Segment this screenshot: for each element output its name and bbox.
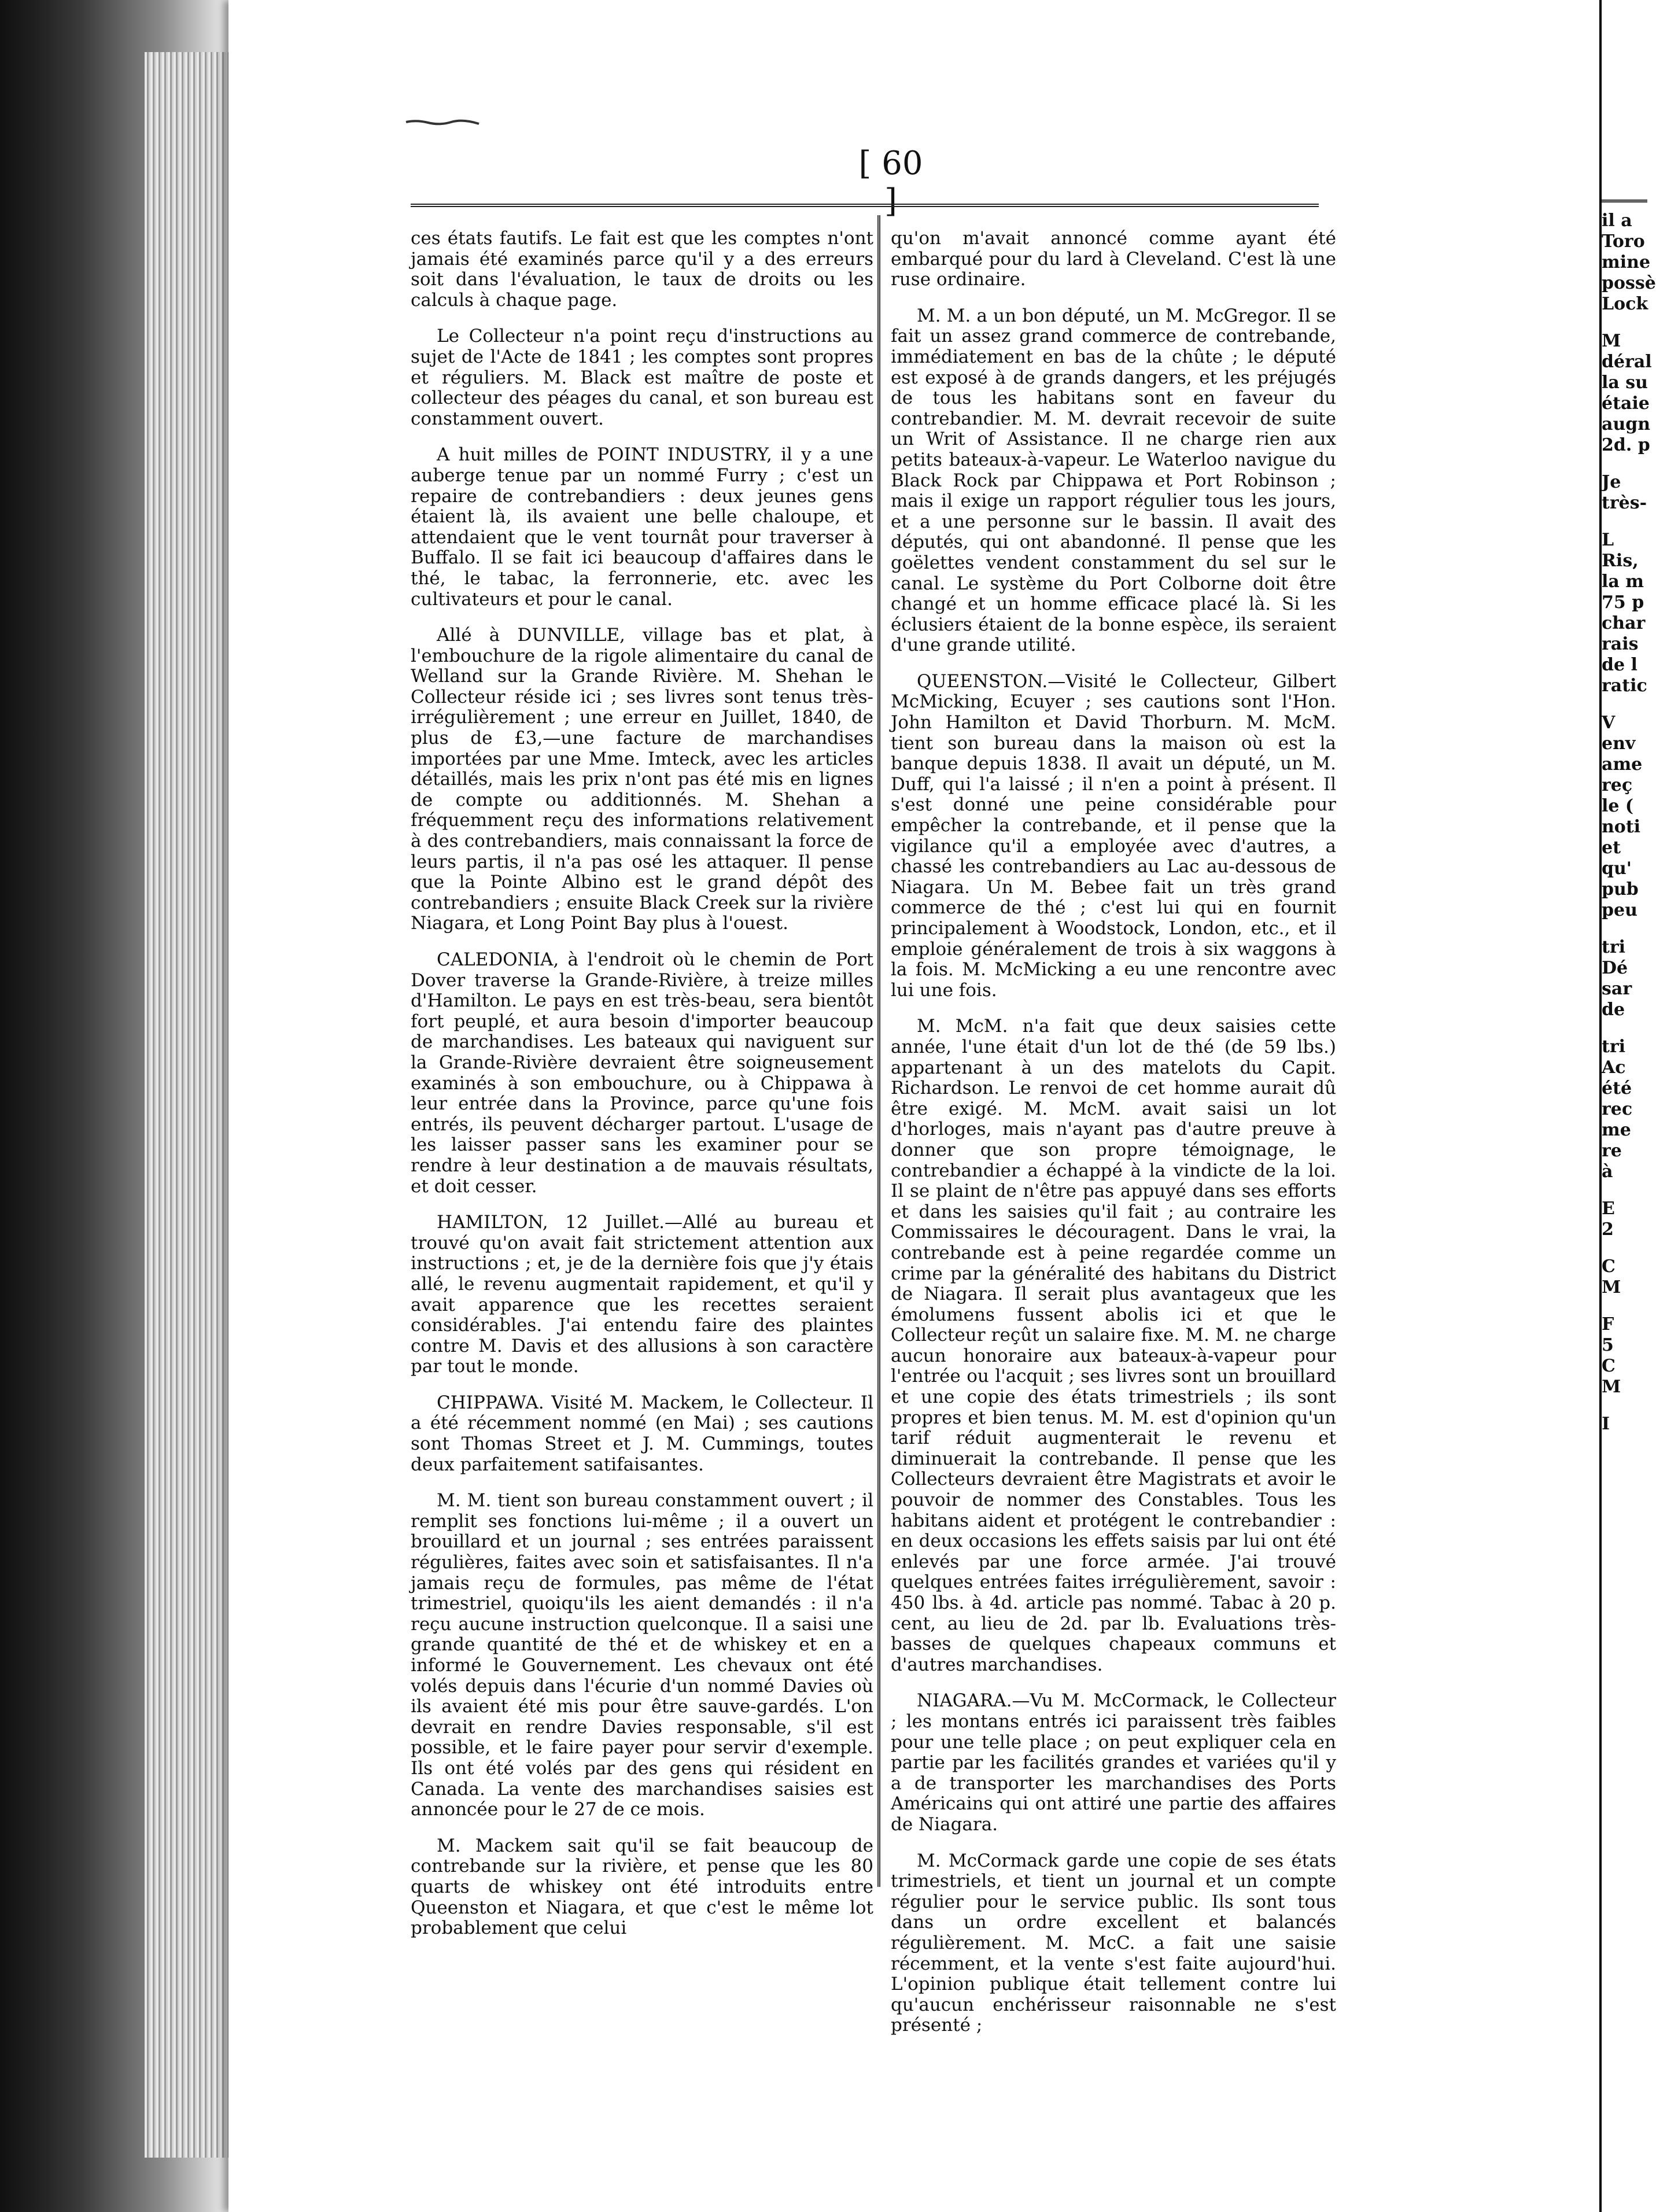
fragment-line: tri [1602, 937, 1626, 957]
fragment-line: 2 [1602, 1219, 1614, 1240]
fragment-line [1602, 1298, 1647, 1314]
fragment-line: très- [1602, 493, 1647, 513]
fragment-line [1602, 1240, 1647, 1256]
fragment-line: noti [1602, 817, 1641, 837]
fragment-line: char [1602, 613, 1646, 633]
fragment-line [1602, 514, 1647, 530]
fragment-line: M [1602, 1377, 1621, 1397]
fragment-line: ratic [1602, 676, 1647, 696]
paragraph: CHIPPAWA. Visité M. Mackem, le Collecteur. Il a été récemment nommé (en Mai) ; ses cautions sont Thomas Street et J. M. Cummings, toutes deux parfaitement satifaisantes. [411, 1392, 873, 1475]
fragment-line [1602, 456, 1647, 472]
fragment-line: 5 [1602, 1335, 1614, 1355]
paragraph: M. M. tient son bureau constamment ouvert ; il remplit ses fonctions lui-même ; il a ouvert un brouillard et un journal ; ses entrées paraissent régulières, faites avec soin et satisfaisantes. Il n'a jamais reçu de formules, pas même de l'état trimestriel, quoiqu'ils les aient demandés : il n'a reçu aucune instruction quelconque. Il a saisi une grande quantité de thé et de whiskey et en a informé le Gouvernement. Les chevaux ont été volés depuis dans l'écurie d'un nommé Davies où ils avaient été mis pour être sauve-gardés. L'on devrait en rendre Davies responsable, s'il est possible, et le faire payer pour servir d'exemple. Ils ont été volés par des gens qui résident en Canada. La vente des marchandises saisies est annoncée pour le 27 de ce mois. [411, 1490, 873, 1820]
fragment-line: mine [1602, 252, 1651, 272]
fragment-line: la m [1602, 572, 1644, 592]
paragraph: QUEENSTON.—Visité le Collecteur, Gilbert McMicking, Ecuyer ; ses cautions sont l'Hon. John Hamilton et David Thorburn. M. McM. tient son bureau dans la maison où est la banque depuis 1838. Il avait un député, un M. Duff, qui l'a laissé ; il n'en a point à présent. Il s'est donné une peine considérable pour empêcher la contrebande, et il pense que la vigilance qu'il a employée avec d'autres, a chassé les contrebandiers au Lac au-dessous de Niagara. Un M. Bebee fait un très grand commerce de thé ; c'est lui qui en fournit principalement à Woodstock, London, etc., et il emploie généralement de trois à six waggons à la fois. M. McMicking a eu une rencontre avec lui une fois. [891, 670, 1336, 1001]
paragraph: CALEDONIA, à l'endroit où le chemin de Port Dover traverse la Grande-Rivière, à treize milles d'Hamilton. Le pays en est très-beau, sera bientôt fort peuplé, et aura besoin d'importer beaucoup de marchandises. Les bateaux qui naviguent sur la Grande-Rivière devraient être soigneusement examinés à son embouchure, ou à Chippawa à leur entrée dans la Province, parce qu'une fois entrés, ils peuvent décharger partout. L'usage de les laisser passer sans les examiner pour se rendre à leur destination a de mauvais résultats, et doit cesser. [411, 949, 873, 1197]
fragment-line: Toro [1602, 231, 1645, 252]
column-divider [877, 215, 880, 1887]
fragment-line: tri [1602, 1037, 1626, 1057]
page-edges [145, 52, 231, 2158]
paragraph: qu'on m'avait annoncé comme ayant été embarqué pour du lard à Cleveland. C'est là une ruse ordinaire. [891, 228, 1336, 290]
fragment-line: et [1602, 838, 1621, 858]
fragment-line: étaie [1602, 393, 1650, 414]
fragment-line: ame [1602, 754, 1643, 775]
right-column [891, 228, 1336, 2052]
fragment-line: Je [1602, 472, 1621, 492]
fragment-line: Ac [1602, 1057, 1626, 1078]
fragment-line: de l [1602, 655, 1637, 675]
paragraph: HAMILTON, 12 Juillet.—Allé au bureau et trouvé qu'on avait fait strictement attention aux instructions ; et, je de la dernière fois que j'y étais allé, le revenu augmentait rapidement, et qu'il y avait apparence que les recettes seraient considérables. J'ai entendu faire des plaintes contre M. Davis et des allusions à son caractère par tout le monde. [411, 1212, 873, 1377]
fragment-line: C [1602, 1356, 1616, 1376]
paragraph: Allé à DUNVILLE, village bas et plat, à l'embouchure de la rigole alimentaire du canal de Welland sur la Grande Rivière. M. Shehan le Collecteur réside ici ; ses livres sont tenus très-irrégulièrement ; une erreur en Juillet, 1840, de plus de £3,—une facture de marchandises importées par une Mme. Imteck, avec les articles détaillés, mais les prix n'ont pas été mis en lignes de compte ou additionnés. M. Shehan a fréquemment reçu des informations relativement à des contrebandiers, mais connaissant la force de leurs partis, il n'a pas osé les attaquer. Il pense que la Pointe Albino est le grand dépôt des contrebandiers ; ensuite Black Creek sur la rivière Niagara, et Long Point Bay plus à l'ouest. [411, 625, 873, 934]
paragraph: M. McM. n'a fait que deux saisies cette année, l'une était d'un lot de thé (de 59 lbs.) appartenant à un des matelots du Capit. Richardson. Le renvoi de cet homme aurait dû être exigé. M. McM. avait saisi un lot d'horloges, mais n'ayant pas d'autre preuve à donner que son propre témoignage, le contrebandier a échappé à la vindicte de la loi. Il se plaint de n'être pas appuyé dans ses efforts et dans les saisies qu'il fait ; au contraire les Commissaires le découragent. Dans le vrai, la contrebande est à peine regardée comme un crime par la généralité des habitans du District de Niagara. Il serait plus avantageux que les émolumens fussent abolis ici et que le Collecteur reçût un salaire fixe. M. M. ne charge aucun honoraire aux bateaux-à-vapeur pour l'entrée ou l'acquit ; ses livres sont un brouillard et une copie des états trimestriels ; ils sont propres et bien tenus. M. M. est d'opinion qu'un tarif réduit augmenterait le revenu et diminuerait la contrebande. Il pense que les Collecteurs devraient être Magistrats et avoir le pouvoir de nommer des Constables. Tous les habitans aident et protégent le contrebandier : en deux occasions les effets saisis par lui ont été enlevés par une force armée. J'ai trouvé quelques entrées faites irrégulièrement, savoir : 450 lbs. à 4d. article pas nommé. Tabac à 20 p. cent, au lieu de 2d. par lb. Evaluations très-basses de quelques chapeaux communs et d'autres marchandises. [891, 1016, 1336, 1675]
fragment-line: I [1602, 1414, 1610, 1434]
fragment-line: L [1602, 530, 1614, 550]
fragment-line: re [1602, 1141, 1622, 1161]
paragraph: ces états fautifs. Le fait est que les comptes n'ont jamais été examinés parce qu'il y a des erreurs soit dans l'évaluation, le taux de droits ou les calculs à chaque page. [411, 228, 873, 311]
paragraph: M. McCormack garde une copie de ses états trimestriels, et tient un journal et un compte régulier pour le service public. Ils sont tous dans un ordre excellent et balancés régulièrement. M. McC. a fait une saisie récemment, et la vente s'est faite aujourd'hui. L'opinion publique était tellement contre lui qu'aucun enchérisseur raisonnable ne s'est présenté ; [891, 1850, 1336, 2036]
paragraph: M. M. a un bon député, un M. McGregor. Il se fait un assez grand commerce de contrebande, immédiatement en bas de la chûte ; le député est exposé à de grands dangers, et les préjugés de tous les habitans sont en faveur du contrebandier. M. M. devrait recevoir de suite un Writ of Assistance. Il ne charge rien aux petits bateaux-à-vapeur. Le Waterloo navigue du Black Rock par Chippawa et Port Robinson ; mais il exige un rapport régulier tous les jours, et a une personne sur le bassin. Il avait des députés, qui ont abandonné. Il pense que les goëlettes vendent constamment du sel sur le canal. Le système du Port Colborne doit être changé et un homme efficace placé là. Si les éclusiers étaient de la bonne espèce, ils seraient d'une grande utilité. [891, 305, 1336, 656]
fragment-line: Dé [1602, 958, 1628, 978]
fragment-line [1602, 1020, 1647, 1037]
fragment-line: à [1602, 1162, 1613, 1182]
fragment-line: pub [1602, 879, 1639, 899]
left-column [411, 228, 873, 1955]
fragment-line [1602, 696, 1647, 713]
fragment-line: il a [1602, 211, 1632, 231]
fragment-rule [1602, 200, 1647, 202]
fragment-line: V [1602, 713, 1616, 733]
fragment-line: augn [1602, 414, 1651, 434]
paragraph: Le Collecteur n'a point reçu d'instructions au sujet de l'Acte de 1841 ; les comptes sont propres et réguliers. M. Black est maître de poste et collecteur des péages du canal, et son bureau est constamment ouvert. [411, 326, 873, 429]
fragment-line [1602, 315, 1647, 331]
ink-smudge [405, 119, 480, 127]
fragment-line: 75 p [1602, 592, 1644, 613]
fragment-line: possè [1602, 273, 1656, 293]
fragment-line: rec [1602, 1099, 1633, 1119]
fragment-line: déral [1602, 352, 1652, 372]
fragment-lines [1602, 211, 1656, 1435]
fragment-line: rais [1602, 634, 1639, 654]
fragment-line [1602, 921, 1647, 937]
fragment-line: F [1602, 1314, 1614, 1334]
header-rule [411, 204, 1319, 207]
paragraph: A huit milles de POINT INDUSTRY, il y a une auberge tenue par un nommé Furry ; c'est un repaire de contrebandiers : deux jeunes gens étaient là, ils avaient une belle chaloupe, et attendaient que le vent tournât pour traverser à Buffalo. Il se fait ici beaucoup d'affaires dans le thé, le tabac, la ferronnerie, etc. avec les cultivateurs et pour le canal. [411, 444, 873, 610]
fragment-line: E [1602, 1199, 1615, 1219]
paragraph: M. Mackem sait qu'il se fait beaucoup de contrebande sur la rivière, et pense que les 80 quarts de whiskey ont été introduits entre Queenston et Niagara, et que c'est le même lot probablement que celui [411, 1835, 873, 1939]
fragment-line: peu [1602, 900, 1637, 920]
next-page-fragment [1599, 0, 1656, 2212]
fragment-line [1602, 1182, 1647, 1199]
paragraph: NIAGARA.—Vu M. McCormack, le Collecteur ; les montans entrés ici paraissent très faibles pour une telle place ; on peut expliquer cela en partie par les facilités grandes et variées qu'il y a de transporter les marchandises des Ports Américains qui ont attiré une partie des affaires de Niagara. [891, 1690, 1336, 1835]
fragment-line: été [1602, 1078, 1632, 1098]
fragment-line: me [1602, 1120, 1631, 1140]
fragment-line: qu' [1602, 858, 1632, 879]
fragment-line: de [1602, 1000, 1625, 1020]
fragment-line: Ris, [1602, 551, 1639, 571]
fragment-line: M [1602, 331, 1621, 351]
fragment-line: C [1602, 1256, 1616, 1277]
fragment-line: M [1602, 1277, 1621, 1297]
fragment-line: 2d. p [1602, 435, 1650, 455]
fragment-line: Lock [1602, 294, 1648, 314]
fragment-line: env [1602, 733, 1636, 754]
fragment-line: sar [1602, 979, 1632, 999]
fragment-line [1602, 1398, 1647, 1414]
page-number: [ 60 ] [858, 145, 923, 220]
fragment-line: le ( [1602, 796, 1634, 816]
fragment-line: la su [1602, 373, 1648, 393]
fragment-line: reç [1602, 775, 1633, 795]
